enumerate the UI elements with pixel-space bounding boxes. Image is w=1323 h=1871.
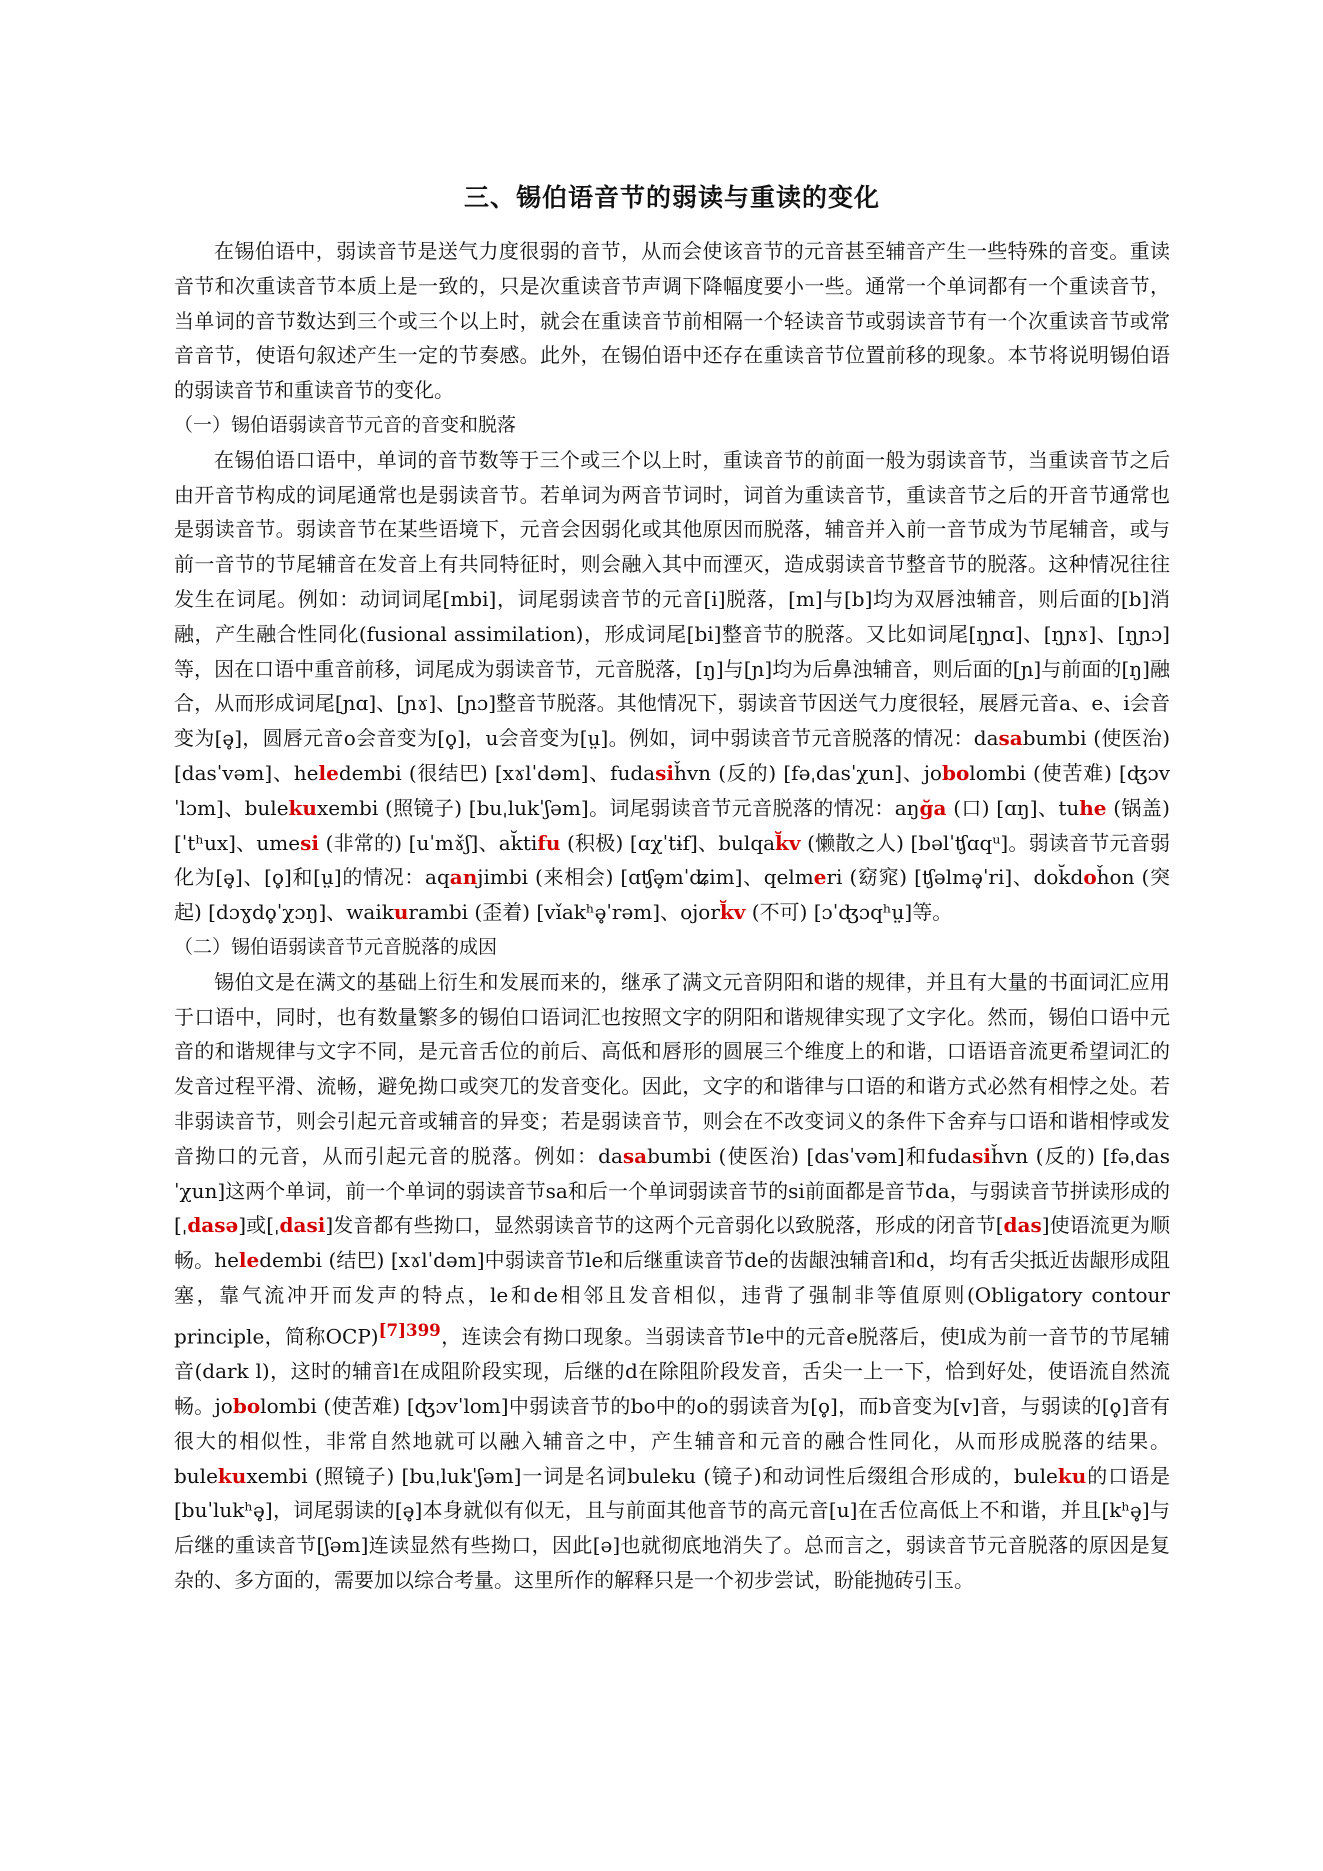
text-run: ri (窈窕) [ʧəlmə̥ˈri]、dok̆d — [826, 865, 1084, 890]
highlighted-syllable: das — [1003, 1213, 1042, 1238]
highlighted-syllable: ğa — [919, 795, 947, 820]
text-run: rambi (歪着) [vǐakʰə̥ˈrəm]、ojor — [408, 900, 720, 925]
highlighted-syllable: he — [1079, 795, 1107, 820]
highlighted-syllable: le — [238, 1248, 260, 1273]
highlighted-syllable: o — [1083, 865, 1097, 890]
text-run: (不可) [ɔˈʤɔqʰṳ]等。 — [745, 900, 953, 925]
section-heading — [174, 408, 1170, 443]
highlighted-syllable: le — [318, 760, 339, 785]
text-run: (口) [ɑŋ]、tu — [946, 795, 1080, 820]
text-run: lombi (使苦难) [ʤɔvˈlom]中弱读音节的bo中的o的弱读音为[o̥]，而b音变为[v]音，与弱读的[o̥]音有很大的相似性，非常自然地就可以融入辅音之中，产生辅音和元音的融合性同化，从而形成脱落的结果。bule — [174, 1393, 1170, 1488]
highlighted-syllable: ku — [288, 795, 317, 820]
text-run: dembi (很结巴) [xɤlˈdəm]、fuda — [338, 760, 656, 785]
text-run: （二）锡伯语弱读音节元音脱落的成因 — [174, 935, 498, 958]
text-run: (懒散之人) [bəlˈʧɑqᵘ]。弱读音节元音弱化为[ə̥]、[o̥]和[ṳ]的情况：aq — [174, 830, 1170, 890]
text-run: (非常的) [uˈmɤ̌ʃ]、ak̆ti — [318, 830, 538, 855]
highlighted-syllable: si — [655, 760, 674, 785]
text-run: (积极) [ɑχˈtɨf]、bulqa — [560, 830, 776, 855]
highlighted-syllable: k̆v — [719, 900, 746, 925]
highlighted-syllable: dasə — [187, 1213, 239, 1238]
highlighted-syllable: ku — [217, 1463, 247, 1488]
document-page — [174, 178, 1170, 1598]
text-run: xembi (照镜子) [buˌlukˈʃəm]一词是名词buleku (镜子)和动词性后缀组合形成的，bule — [246, 1463, 1058, 1488]
text-run: 锡伯文是在满文的基础上衍生和发展而来的，继承了满文元音阴阳和谐的规律，并且有大量的书面词汇应用于口语中，同时，也有数量繁多的锡伯口语词汇也按照文字的阴阳和谐规律实现了文字化。然而，锡伯口语中元音的和谐规律与文字不同，是元音舌位的前后、高低和唇形的圆展三个维度上的和谐，口语语音流更希望词汇的发音过程平滑、流畅，避免拗口或突兀的发音变化。因此，文字的和谐律与口语的和谐方式必然有相悖之处。若非弱读音节，则会引起元音或辅音的异变；若是弱读音节，则会在不改变词义的条件下舍弃与口语和谐相悖或发音拗口的元音，从而引起元音的脱落。例如：da — [174, 969, 1170, 1168]
text-run: ]使语流更为顺畅。he — [174, 1213, 1170, 1273]
text-run: ȟon (突起) [dɔɣdo̥ˈχɔŋ]、waik — [174, 865, 1170, 925]
highlighted-syllable: an — [449, 865, 478, 890]
body-paragraph — [174, 965, 1170, 1598]
text-run: jimbi (来相会) [ɑʧə̥mˈʥim]、qelm — [477, 865, 814, 890]
text-run: bumbi (使医治) [dasˈvəm]和fuda — [647, 1143, 973, 1168]
text-run: （一）锡伯语弱读音节元音的音变和脱落 — [174, 413, 517, 436]
section-heading — [174, 930, 1170, 965]
highlighted-syllable: k̆v — [775, 830, 801, 855]
highlighted-syllable: sa — [622, 1143, 648, 1168]
text-run: dembi (结巴) [xɤlˈdəm]中弱读音节le和后继重读音节de的齿龈浊辅音l和d，均有舌尖抵近齿龈形成阻塞，靠气流冲开而发声的特点，le和de相邻且发音相似，违背了强制非等值原则(Obligatory contour principle，简称OCP) — [174, 1248, 1171, 1349]
text-run: 的口语是[buˈlukʰə̥]，词尾弱读的[ə̥]本身就似有似无，且与前面其他音节的高元音[u]在舌位高低上不和谐，并且[kʰə̥]与后继的重读音节[ʃəm]连读显然有些拗口，因此[ə]也就彻底地消失了。总而言之，弱读音节元音脱落的原因是复杂的、多方面的，需要加以综合考量。这里所作的解释只是一个初步尝试，盼能抛砖引玉。 — [174, 1463, 1171, 1592]
body-paragraph — [174, 234, 1170, 408]
page-title: 三、锡伯语音节的弱读与重读的变化 — [463, 183, 880, 212]
body-paragraph — [174, 443, 1170, 930]
highlighted-syllable: fu — [537, 830, 561, 855]
text-run: ȟvn (反的) [fəˌdasˈχun]这两个单词，前一个单词的弱读音节sa和后一个单词弱读音节的si前面都是音节da，与弱读音节拼读形成的[ˌ — [174, 1143, 1170, 1238]
highlighted-syllable: bo — [232, 1393, 261, 1418]
highlighted-syllable: sa — [998, 726, 1023, 751]
highlighted-syllable: si — [972, 1143, 992, 1168]
highlighted-syllable: dasi — [279, 1213, 326, 1238]
text-run: bumbi (使医治) [dasˈvəm]、he — [174, 726, 1170, 785]
text-run: 在锡伯语口语中，单词的音节数等于三个或三个以上时，重读音节的前面一般为弱读音节，当重读音节之后由开音节构成的词尾通常也是弱读音节。若单词为两音节词时，词首为重读音节，重读音节之后的开音节通常也是弱读音节。弱读音节在某些语境下，元音会因弱化或其他原因而脱落，辅音并入前一音节成为节尾辅音，或与前一音节的节尾辅音在发音上有共同特征时，则会融入其中而湮灭，造成弱读音节整音节的脱落。这种情况往往发生在词尾。例如：动词词尾[mbi]，词尾弱读音节的元音[i]脱落，[m]与[b]均为双唇浊辅音，则后面的[b]消融，产生融合性同化(fusional assimilation)，形成词尾[bi]整音节的脱落。又比如词尾[ŋɲɑ]、[ŋɲɤ]、[ŋɲɔ]等，因在口语中重音前移，词尾成为弱读音节，元音脱落，[ŋ]与[ɲ]均为后鼻浊辅音，则后面的[ɲ]与前面的[ŋ]融合，从而形成词尾[ɲɑ]、[ɲɤ]、[ɲɔ]整音节脱落。其他情况下，弱读音节因送气力度很轻，展唇元音a、e、i会音变为[ə̥]，圆唇元音o会音变为[o̥]，u会音变为[ṳ]。例如，词中弱读音节元音脱落的情况：da — [174, 447, 1170, 751]
text-run: ȟvn (反的) [fəˌdasˈχun]、jo — [673, 760, 942, 785]
document-body — [174, 234, 1170, 1598]
highlighted-syllable: u — [393, 900, 409, 925]
text-run: ]发音都有些拗口，显然弱读音节的这两个元音弱化以致脱落，形成的闭音节[ — [325, 1213, 1004, 1238]
text-run: ，连读会有拗口现象。当弱读音节le中的元音e脱落后，使l成为前一音节的节尾辅音(dark l)，这时的辅音l在成阻阶段实现，后继的d在除阻阶段发音，舌尖一上一下，恰到好处，使语流自然流畅。jo — [174, 1324, 1171, 1418]
text-run: (锅盖) [ˈtʰux]、ume — [174, 795, 1170, 855]
text-run: ]或[ˌ — [238, 1213, 280, 1238]
highlighted-syllable: bo — [941, 760, 970, 785]
citation-reference: [7]399 — [378, 1319, 441, 1340]
highlighted-syllable: ku — [1057, 1463, 1087, 1488]
highlighted-syllable: si — [300, 830, 319, 855]
highlighted-syllable: e — [813, 865, 827, 890]
text-run: xembi (照镜子) [buˌlukˈʃəm]。词尾弱读音节元音脱落的情况：aŋ — [316, 795, 920, 820]
text-run: lombi (使苦难) [ʤɔvˈlɔm]、bule — [174, 760, 1171, 820]
text-run: 在锡伯语中，弱读音节是送气力度很弱的音节，从而会使该音节的元音甚至辅音产生一些特殊的音变。重读音节和次重读音节本质上是一致的，只是次重读音节声调下降幅度要小一些。通常一个单词都有一个重读音节，当单词的音节数达到三个或三个以上时，就会在重读音节前相隔一个轻读音节或弱读音节有一个次重读音节或常音音节，使语句叙述产生一定的节奏感。此外，在锡伯语中还存在重读音节位置前移的现象。本节将说明锡伯语的弱读音节和重读音节的变化。 — [174, 239, 1170, 403]
